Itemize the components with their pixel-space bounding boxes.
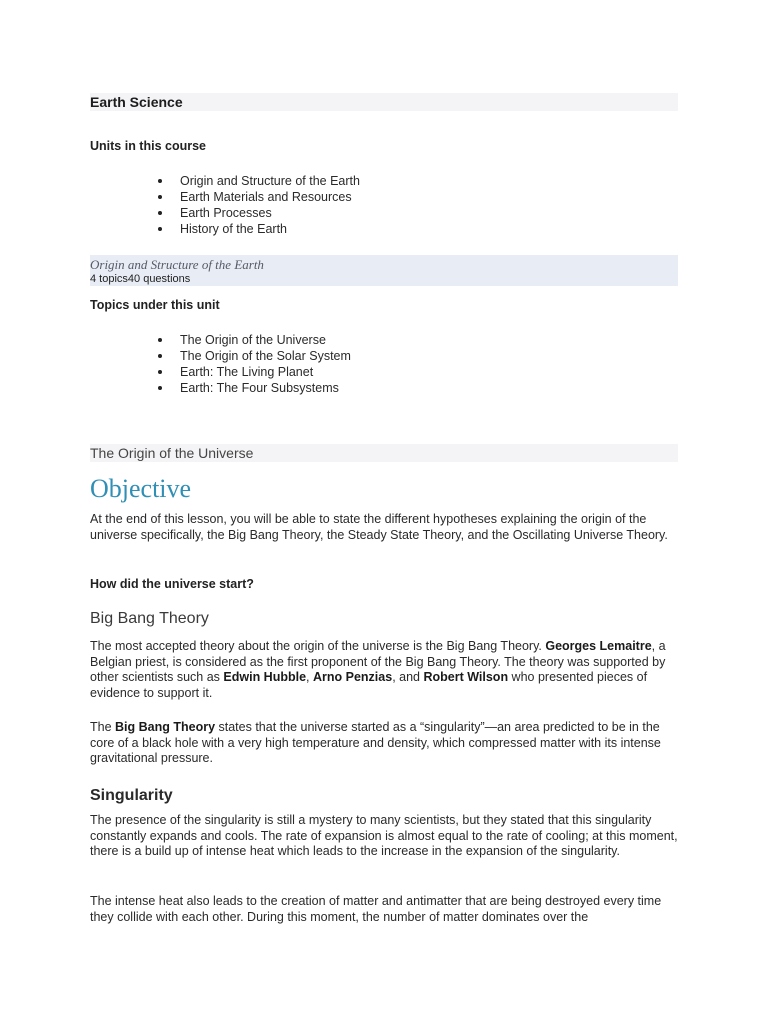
term-big-bang-theory: Big Bang Theory (115, 720, 216, 734)
list-item: Earth Materials and Resources (180, 189, 360, 205)
objective-text: At the end of this lesson, you will be able to state the different hypotheses explaining the origin of the universe specifically, the Big Bang Theory, the Steady State Theory, and the Oscillating Universe Theory. (90, 512, 668, 542)
list-item: Earth Processes (180, 205, 360, 221)
objective-heading: Objective (90, 474, 192, 503)
topics-list (90, 332, 351, 396)
singularity-heading: Singularity (90, 787, 173, 804)
name-georges-lemaitre: Georges Lemaitre (545, 639, 652, 653)
bigbang-paragraph-1 (90, 639, 682, 701)
text-span: The (90, 720, 116, 734)
unit-title: Origin and Structure of the Earth (90, 257, 264, 272)
question-heading: How did the universe start? (90, 577, 254, 591)
unit-header (90, 255, 678, 286)
list-item: The Origin of the Universe (180, 332, 351, 348)
name-robert-wilson: Robert Wilson (423, 670, 509, 684)
lesson-title: The Origin of the Universe (90, 444, 678, 462)
list-item: Earth: The Four Subsystems (180, 380, 351, 396)
text-span: , (306, 670, 313, 684)
bigbang-paragraph-2 (90, 720, 682, 767)
singularity-paragraph-1: The presence of the singularity is still a mystery to many scientists, but they stated that this singularity constantly expands and cools. The rate of expansion is almost equal to the rate of cooling; at this moment, there is a build up of intense heat which leads to the increase in the expansion of the singularity. (90, 813, 678, 858)
bigbang-heading: Big Bang Theory (90, 610, 209, 627)
text-span: states that the universe started as a “singularity”—an area predicted to be in the core of a black hole with a very high temperature and density, which compressed matter with its intense gravitational pressure. (90, 720, 661, 765)
name-arno-penzias: Arno Penzias (313, 670, 393, 684)
text-span: , a Belgian priest, is considered as the first proponent of the Big Bang Theory. The theory was supported by other scientists such as (90, 639, 666, 684)
text-span: , and (392, 670, 424, 684)
name-edwin-hubble: Edwin Hubble (223, 670, 307, 684)
list-item: The Origin of the Solar System (180, 349, 351, 363)
text-span: The most accepted theory about the origin of the universe is the Big Bang Theory. (90, 639, 546, 653)
text-span: who presented pieces of evidence to support it. (90, 670, 648, 700)
list-item: Earth: The Living Planet (180, 364, 351, 380)
units-heading: Units in this course (90, 139, 206, 153)
topics-heading: Topics under this unit (90, 298, 220, 312)
unit-meta: 4 topics40 questions (90, 273, 191, 285)
singularity-paragraph-2: The intense heat also leads to the creation of matter and antimatter that are being destroyed every time they collide with each other. During this moment, the number of matter dominates over the (90, 894, 662, 924)
list-item: History of the Earth (180, 221, 360, 237)
course-title: Earth Science (90, 93, 678, 111)
units-list (90, 173, 360, 237)
list-item: Origin and Structure of the Earth (180, 174, 360, 188)
